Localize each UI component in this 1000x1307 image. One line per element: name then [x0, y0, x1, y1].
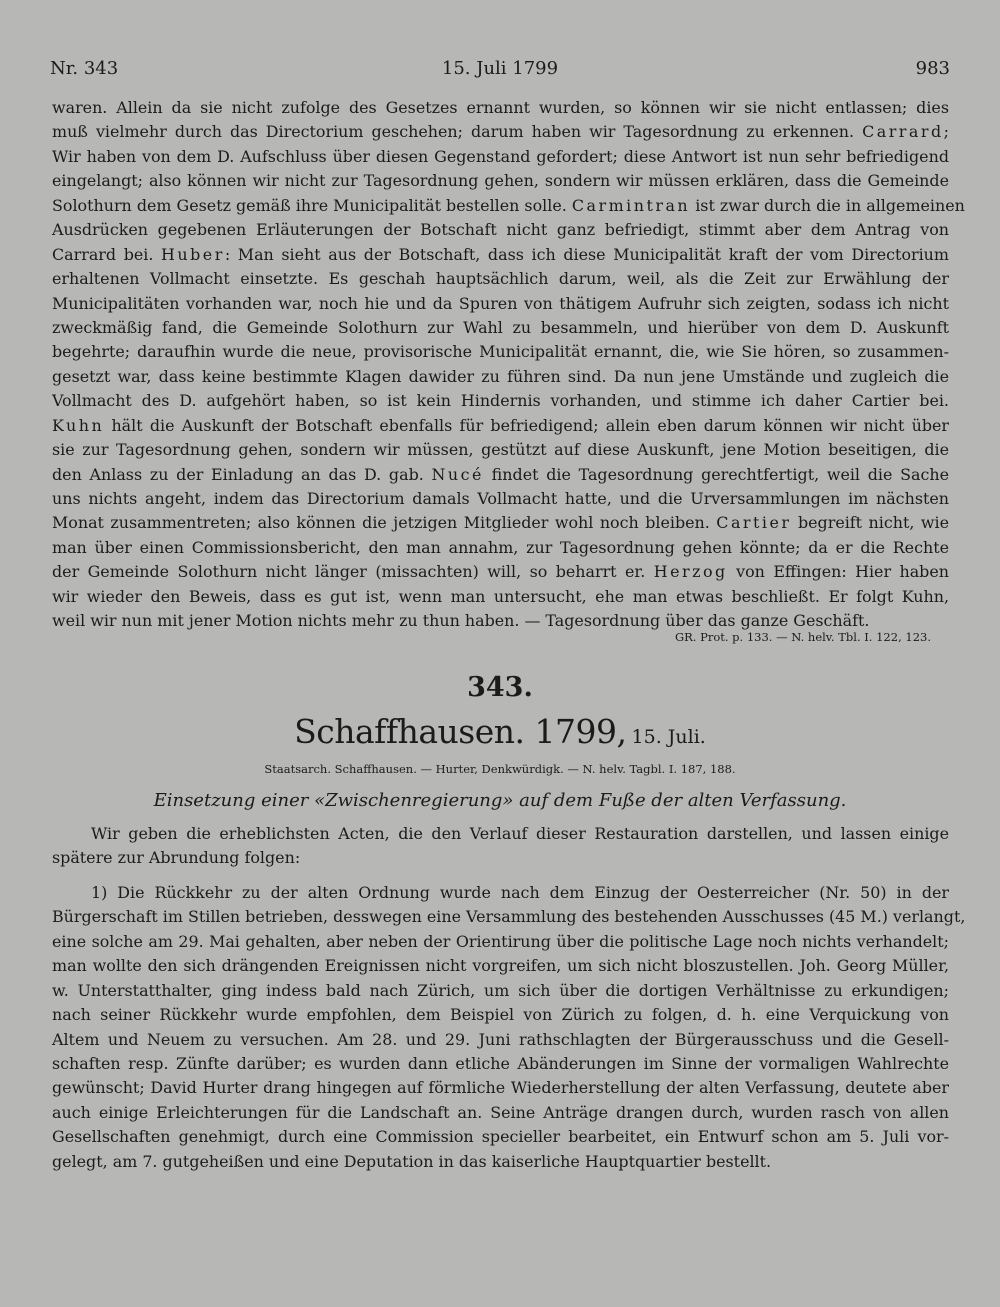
- text-line: [52, 292, 949, 316]
- text-line: [52, 267, 949, 291]
- text-span: Wir geben die erheblichsten Acten, die den Verlauf dieser Restauration darstellen, und lassen einige: [91, 824, 949, 843]
- text-line: [52, 1125, 949, 1149]
- speaker-name: Nucé: [431, 464, 484, 484]
- text-line: [52, 365, 949, 389]
- text-line: [52, 1052, 949, 1076]
- text-line: [52, 340, 949, 364]
- page-header: [50, 58, 950, 86]
- text-span: gesetzt war, dass keine bestimmte Klagen dawider zu führen sind. Da nun jene Umstände und zugleich die: [52, 366, 949, 386]
- text-span: von Effingen: Hier haben: [727, 562, 949, 582]
- place-year: Schaffhausen. 1799,: [294, 712, 627, 751]
- speaker-name: Kuhn: [52, 415, 105, 435]
- text-span: w. Unterstatthalter, ging indess bald nach Zürich, um sich über die dortigen Verhältnisse zu erkundigen;: [52, 980, 949, 1000]
- text-line: [52, 487, 949, 511]
- speaker-name: Huber: [161, 244, 225, 264]
- text-line: [52, 822, 949, 846]
- text-line: [52, 954, 949, 978]
- text-span: der Gemeinde Solothurn nicht länger (missachten) will, so beharrt er.: [52, 562, 654, 582]
- text-line: [52, 389, 949, 413]
- paragraph-intro: [52, 822, 949, 871]
- text-line: [52, 96, 949, 120]
- text-span: man über einen Commissionsbericht, den man annahm, zur Tagesordnung gehen könnte; da er die Rechte: [52, 537, 949, 557]
- text-line: [52, 511, 949, 535]
- date-header: 15. Juli 1799: [441, 58, 559, 79]
- text-line: [52, 905, 966, 929]
- text-span: gewünscht; David Hurter drang hingegen auf förmliche Wiederherstellung der alten Verfassung, deutete aber: [52, 1078, 949, 1098]
- text-line: [52, 930, 949, 954]
- text-line: [52, 145, 949, 169]
- text-line: [52, 243, 949, 267]
- document-subtitle: Einsetzung einer «Zwischenregierung» auf dem Fuße der alten Verfassung.: [153, 790, 847, 811]
- document-number: 343.: [467, 672, 533, 703]
- text-line: [52, 536, 949, 560]
- text-line: [52, 979, 949, 1003]
- text-span: ;: [943, 122, 949, 142]
- document-date: 15. Juli.: [631, 726, 706, 748]
- text-span: Wir haben von dem D. Aufschluss über diesen Gegenstand gefordert; diese Antwort ist nun sehr befriedigend: [52, 146, 949, 166]
- page-number: 983: [915, 58, 950, 79]
- text-line: [52, 1028, 949, 1052]
- text-line: [52, 120, 949, 144]
- text-span: findet die Tagesordnung gerechtfertigt, weil die Sache: [483, 464, 950, 484]
- text-span: sie zur Tagesordnung gehen, sondern wir müssen, gestützt auf diese Auskunft, jene Motion beseitigen, die: [52, 440, 949, 460]
- text-span: Gesellschaften genehmigt, durch eine Commission specieller bearbeitet, ein Entwurf schon am 5. Juli vor-: [52, 1127, 949, 1147]
- speaker-name: Carmintran: [571, 195, 691, 215]
- text-span: eingelangt; also können wir nicht zur Tagesordnung gehen, sondern wir müssen erklären, dass die Gemeinde: [52, 171, 949, 191]
- text-span: begehrte; daraufhin wurde die neue, provisorische Municipalität ernannt, die, wie Sie hören, so zusammen-: [52, 342, 949, 362]
- text-line: [52, 585, 949, 609]
- text-line: [52, 560, 949, 584]
- main-text: [52, 822, 966, 1174]
- text-span: nach seiner Rückkehr wurde empfohlen, dem Beispiel von Zürich zu folgen, d. h. eine Verquickung von: [52, 1005, 949, 1025]
- text-span: hält die Auskunft der Botschaft ebenfalls für befriedigend; allein eben darum können wir nicht über: [104, 415, 949, 435]
- text-span: Bürgerschaft im Stillen betrieben, desswegen eine Versammlung des bestehenden Ausschusses (45 M.) verlangt,: [52, 907, 966, 927]
- text-span: Altem und Neuem zu versuchen. Am 28. und 29. Juni rathschlagten der Bürgerausschuss und die Gesell-: [52, 1029, 949, 1049]
- text-line: [52, 194, 965, 218]
- text-line: [52, 881, 949, 905]
- text-line: [52, 169, 949, 193]
- text-span: gelegt, am 7. gutgeheißen und eine Deputation in das kaiserliche Hauptquartier bestellt.: [52, 1151, 772, 1171]
- text-span: spätere zur Abrundung folgen:: [52, 848, 301, 868]
- text-span: begreift nicht, wie: [791, 513, 949, 533]
- text-span: den Anlass zu der Einladung an das D. gab.: [52, 464, 432, 484]
- archive-reference: Staatsarch. Schaffhausen. — Hurter, Denkwürdigk. — N. helv. Tagbl. I. 187, 188.: [264, 762, 736, 776]
- text-line: [52, 463, 949, 487]
- document-number-header: Nr. 343: [50, 58, 119, 79]
- text-line: [52, 1150, 949, 1174]
- document-heading: [0, 712, 1000, 751]
- paragraph-item-1: [52, 881, 966, 1174]
- text-span: Carrard bei.: [52, 244, 162, 264]
- text-span: Ausdrücken gegebenen Erläuterungen der Botschaft nicht ganz befriedigt, stimmt aber dem Antrag von: [52, 220, 949, 240]
- text-span: weil wir nun mit jener Motion nichts mehr zu thun haben. — Tagesordnung über das ganze Geschäft.: [52, 611, 870, 631]
- text-span: uns nichts angeht, indem das Directorium damals Vollmacht hatte, und die Urversammlungen im nächsten: [52, 489, 949, 508]
- text-span: eine solche am 29. Mai gehalten, aber neben der Orientirung über die politische Lage noch nichts verhandelt;: [52, 931, 949, 951]
- text-span: auch einige Erleichterungen für die Landschaft an. Seine Anträge drangen durch, wurden rasch von allen: [52, 1102, 949, 1122]
- text-line: [52, 316, 949, 340]
- text-span: ist zwar durch die in allgemeinen: [690, 195, 965, 215]
- text-span: : Man sieht aus der Botschaft, dass ich diese Municipalität kraft der vom Directorium: [224, 244, 949, 264]
- text-line: [52, 1003, 949, 1027]
- source-note: GR. Prot. p. 133. — N. helv. Tbl. I. 122, 123.: [674, 630, 931, 644]
- speaker-name: Herzog: [653, 562, 728, 582]
- text-span: Municipalitäten vorhanden war, noch hie und da Spuren von thätigem Aufruhr sich zeigten, sodass ich nicht: [52, 293, 949, 313]
- text-line: [52, 218, 949, 242]
- text-line: [52, 414, 949, 438]
- text-span: schaften resp. Zünfte darüber; es wurden dann etliche Abänderungen im Sinne der vormaligen Wahlrechte: [52, 1053, 949, 1073]
- speaker-name: Cartier: [716, 513, 792, 533]
- text-span: 1) Die Rückkehr zu der alten Ordnung wurde nach dem Einzug der Oesterreicher (Nr. 50) in der: [91, 882, 949, 902]
- text-span: Vollmacht des D. aufgehört haben, so ist kein Hindernis vorhanden, und stimme ich daher Cartier bei.: [52, 391, 949, 411]
- text-span: man wollte den sich drängenden Ereignissen nicht vorgreifen, um sich nicht bloszustellen. Joh. Georg Müller,: [52, 956, 949, 976]
- text-line: [52, 1076, 949, 1100]
- text-span: Solothurn dem Gesetz gemäß ihre Municipalität bestellen solle.: [52, 195, 572, 215]
- text-span: erhaltenen Vollmacht einsetzte. Es geschah hauptsächlich darum, weil, als die Zeit zur Erwählung der: [52, 269, 949, 289]
- paragraph-debate: [52, 96, 965, 634]
- text-span: wir wieder den Beweis, dass es gut ist, wenn man untersucht, ehe man etwas beschließt. Er folgt Kuhn,: [52, 586, 949, 606]
- text-line: [52, 846, 949, 870]
- text-span: zweckmäßig fand, die Gemeinde Solothurn zur Wahl zu besammeln, und hierüber von dem D. Auskunft: [52, 317, 949, 337]
- text-line: [52, 1101, 949, 1125]
- text-span: waren. Allein da sie nicht zufolge des Gesetzes ernannt wurden, so können wir sie nicht entlassen; dies: [52, 98, 949, 117]
- text-line: [52, 438, 949, 462]
- text-span: Monat zusammentreten; also können die jetzigen Mitglieder wohl noch bleiben.: [52, 513, 717, 533]
- speaker-name: Carrard: [862, 122, 944, 142]
- text-span: muß vielmehr durch das Directorium geschehen; darum haben wir Tagesordnung zu erkennen.: [52, 122, 863, 142]
